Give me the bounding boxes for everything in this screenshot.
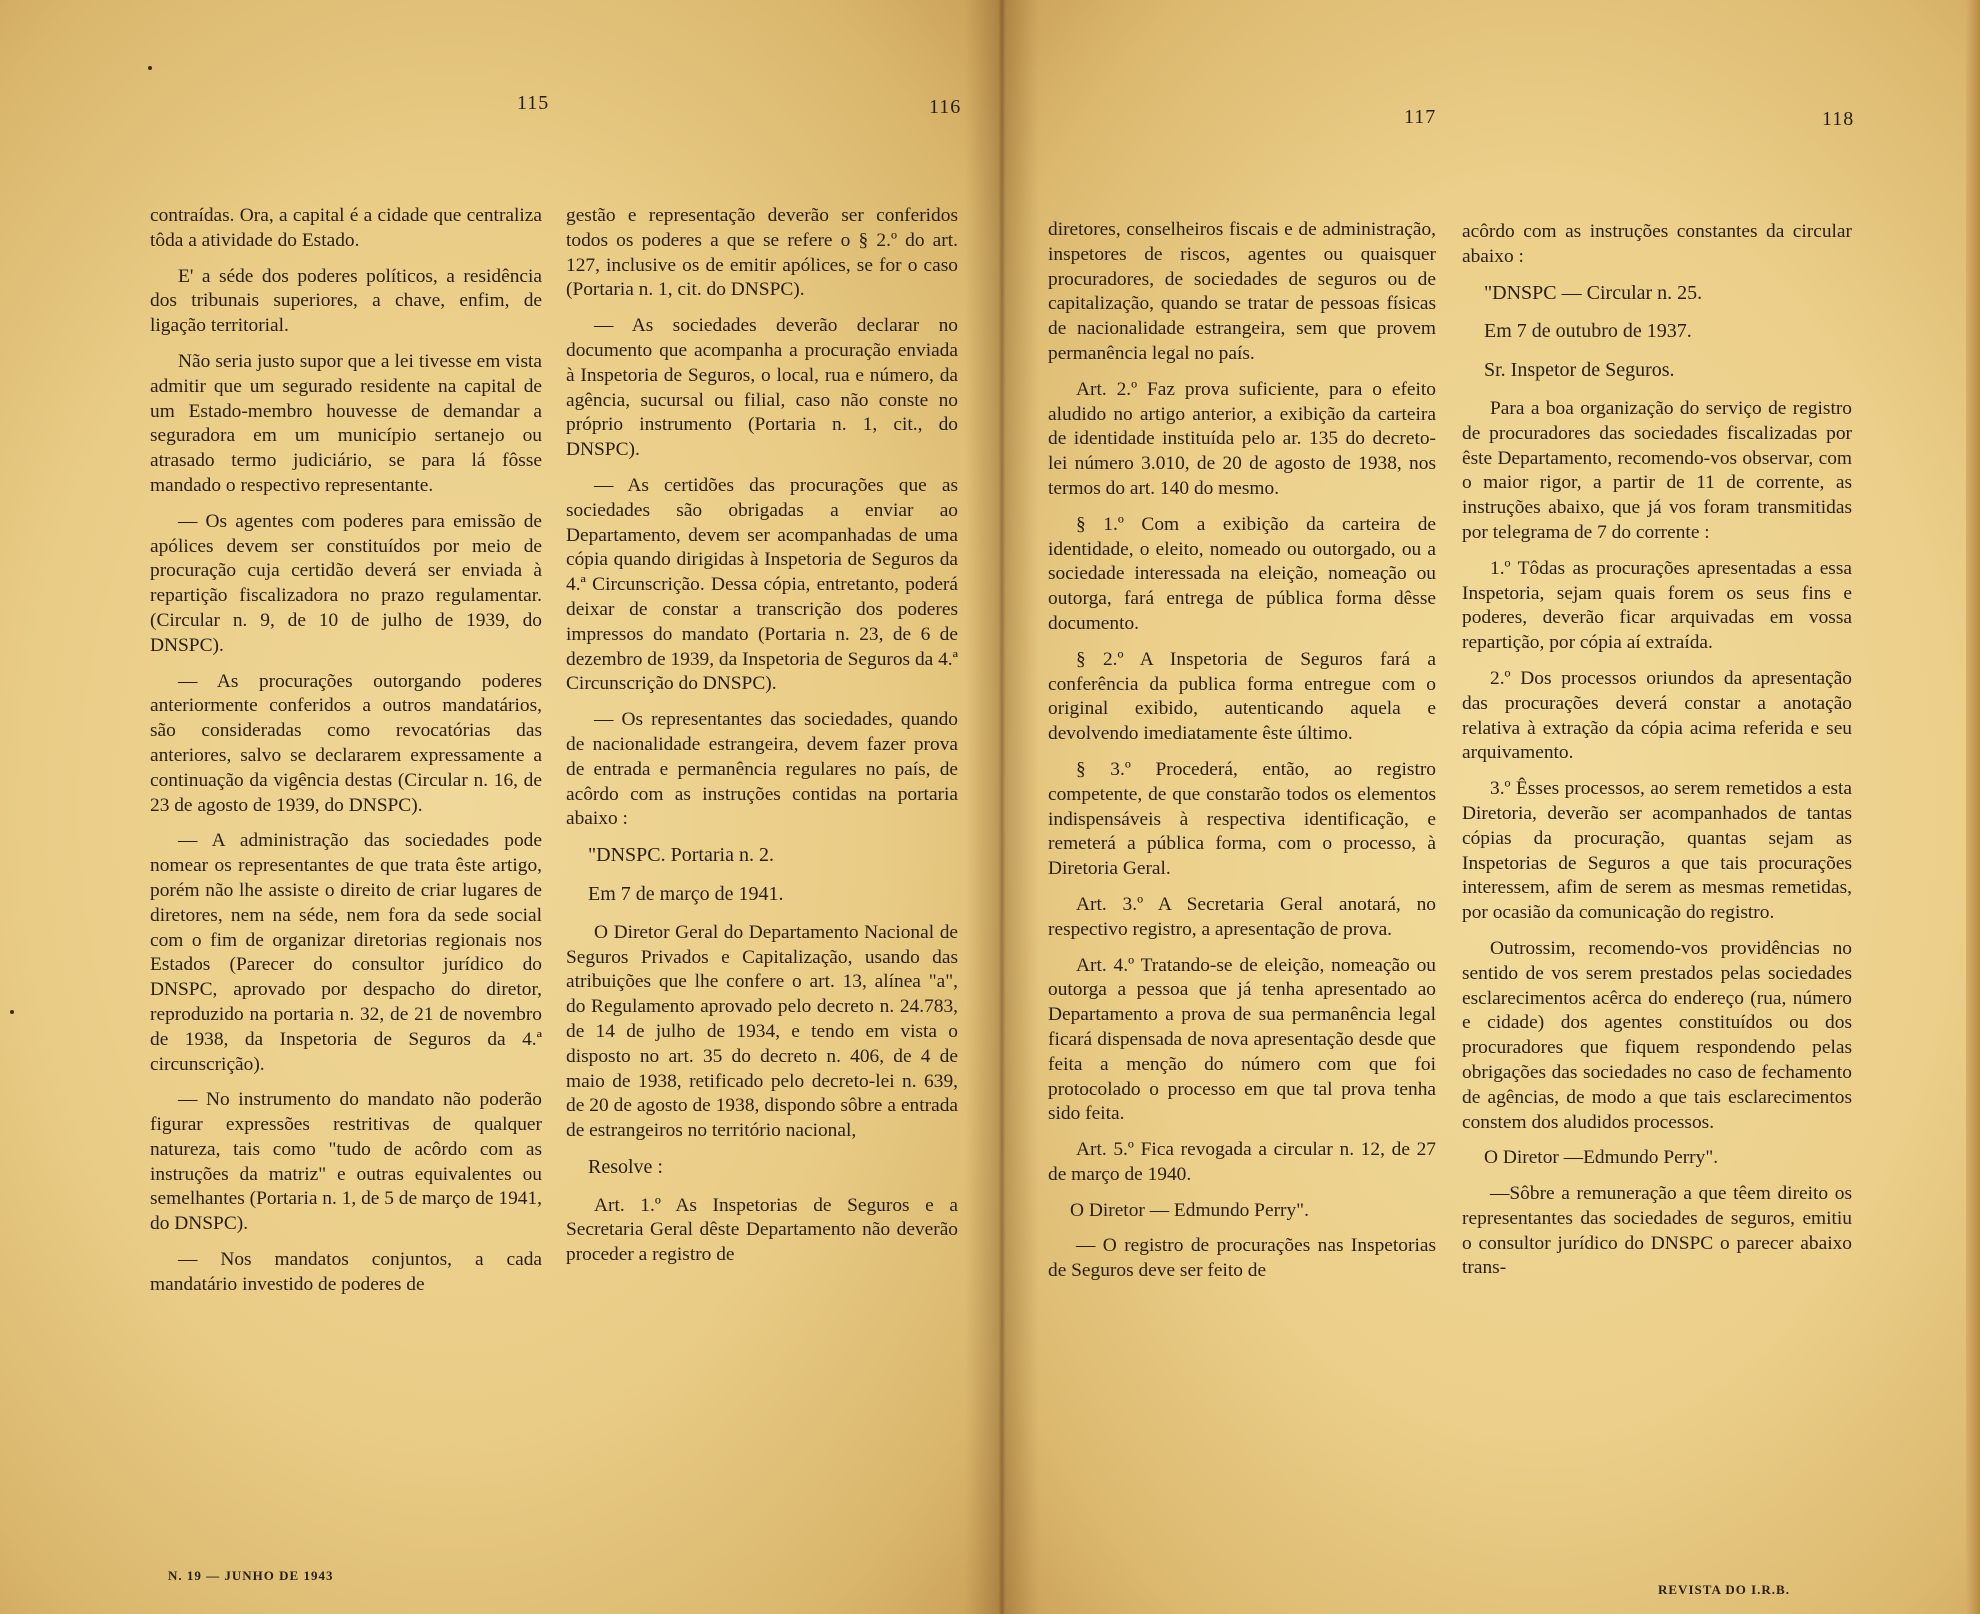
paragraph: diretores, conselheiros fiscais e de administração, inspetores de riscos, agentes ou quaisquer procuradores, de sociedades de seguros ou de capitalização, quando se tratar de pessoas físicas de nacionalidade estrangeira, sem que provem permanência legal no país. [1048,219,1436,364]
page-number-116: 116 [929,96,962,118]
paragraph: § 1.º Com a exibição da carteira de identidade, o eleito, nomeado ou outorgado, ou a sociedade interessada na eleição, nomeação ou outorga, fará entrega de pública forma dêsse documento. [1048,513,1436,634]
text-column-page-115 [150,204,542,1309]
paragraph: § 3.º Procederá, então, ao registro competente, de que constarão todos os elementos indispensáveis à respectiva identificação, e remeterá a pública forma, com o processo, à Diretoria Geral. [1048,758,1436,880]
paragraph: acôrdo com as instruções constantes da circular abaixo : [1462,221,1852,267]
text-column-page-116 [566,204,958,1279]
paragraph: 2.º Dos processos oriundos da apresentação das procurações deverá constar a anotação relativa à extração da cópia acima referida e seu arquivamento. [1462,667,1852,764]
paragraph: — A administração das sociedades pode nomear os representantes de que trata êste artigo, porém não lhe assiste o direito de criar lugares de diretores, nem na séde, nem fora da sede social com o fim de organizar diretorias regionais nos Estados (Parecer do consultor jurídico do DNSPC, aprovado por despacho do diretor, reproduzido na portaria n. 32, de 21 de novembro de 1938, da Inspetoria de Seguros da 4.ª circunscrição). [150,830,542,1075]
footer-issue: N. 19 — JUNHO DE 1943 [168,1568,334,1583]
text-column-page-118 [1462,220,1852,1292]
paragraph: — No instrumento do mandato não poderão figurar expressões restritivas de qualquer natureza, tais como "tudo de acôrdo com as instruções da matriz" e outras equivalentes ou semelhantes (Portaria n. 1, de 5 de março de 1941, do DNSPC). [150,1089,542,1235]
quote-heading: "DNSPC. Portaria n. 2. [588,844,774,867]
paragraph: E' a séde dos poderes políticos, a residência dos tribunais superiores, a chave, enfim, de ligação territorial. [150,265,542,337]
resolve-line: Resolve : [588,1155,663,1178]
paragraph: — As sociedades deverão declarar no documento que acompanha a procuração enviada à Inspetoria de Seguros, o local, rua e número, da agência, sucursal ou filial, caso não conste no próprio instrumento (Portaria n. 1, cit., do DNSPC). [566,315,958,461]
paragraph: — Os agentes com poderes para emissão de apólices devem ser constituídos por meio de procuração cuja certidão deverá ser enviada à repartição fiscalizadora no prazo regulamentar. (Circular n. 9, de 10 de julho de 1939, do DNSPC). [150,510,542,656]
paragraph: — Nos mandatos conjuntos, a cada mandatário investido de poderes de [150,1249,542,1295]
ink-speck [148,66,152,70]
page-edge [1966,0,1980,1614]
salutation: Sr. Inspetor de Seguros. [1484,359,1675,382]
footer-journal: REVISTA DO I.R.B. [1658,1582,1790,1597]
signature-line: O Diretor — Edmundo Perry". [1070,1199,1309,1221]
paragraph: Não seria justo supor que a lei tivesse em vista admitir que um segurado residente na capital de um Estado-membro houvesse de demandar a seguradora em um município sertanejo ou atrasado termo judiciário, se para lá fôsse mandado o respectivo representante. [150,350,542,496]
quote-date: Em 7 de março de 1941. [588,882,784,905]
paragraph: Art. 3.º A Secretaria Geral anotará, no respectivo registro, a apresentação de prova. [1048,893,1436,940]
paragraph: —Sôbre a remuneração a que têem direito os representantes das sociedades de seguros, emitiu o consultor jurídico do DNSPC o parecer abaixo trans- [1462,1183,1852,1279]
paragraph: Art. 1.º As Inspetorias de Seguros e a Secretaria Geral dêste Departamento não deverão proceder a registro de [566,1194,958,1266]
paragraph: contraídas. Ora, a capital é a cidade que centraliza tôda a atividade do Estado. [150,205,542,251]
quote-date: Em 7 de outubro de 1937. [1484,320,1692,343]
paragraph: § 2.º A Inspetoria de Seguros fará a conferência da publica forma entregue com o original exibido, autenticando aquela e devolvendo imediatamente êste último. [1048,648,1436,745]
page-number-115: 115 [517,92,550,114]
paragraph: — Os representantes das sociedades, quando de nacionalidade estrangeira, devem fazer prova de entrada e permanência regulares no país, de acôrdo com as instruções contidas na portaria abaixo : [566,709,958,830]
paragraph: 3.º Êsses processos, ao serem remetidos a esta Diretoria, deverão ser acompanhados de tantas cópias da procuração, quantas sejam as Inspetorias de Seguros a que tais procurações interessem, afim de serem as mesmas remetidas, por ocasião da comunicação do registro. [1462,778,1852,924]
paragraph: — As procurações outorgando poderes anteriormente conferidos a outros mandatários, são consideradas como revocatórias das anteriores, salvo se declararem expressamente a continuação da vigência destas (Circular n. 16, de 23 de agosto de 1939, do DNSPC). [150,670,542,816]
signature-line: O Diretor —Edmundo Perry". [1484,1147,1719,1169]
paragraph: Para a boa organização do serviço de registro de procuradores das sociedades fiscalizadas por êste Departamento, recomendo-vos observar, com o maior rigor, a partir de 11 de corrente, as instruções abaixo, que já vos foram transmitidas por telegrama de 7 do corrente : [1462,397,1852,543]
paragraph: — As certidões das procurações que as sociedades são obrigadas a enviar ao Departamento, devem ser acompanhadas de uma cópia quando dirigidas à Inspetoria de Seguros da 4.ª Circunscrição. Dessa cópia, entretanto, poderá deixar de constar a transcrição dos poderes impressos do mandato (Portaria n. 23, de 6 de dezembro de 1939, da Inspetoria de Seguros da 4.ª Circunscrição do DNSPC). [566,474,958,695]
ink-speck [10,1010,14,1014]
paragraph: Art. 4.º Tratando-se de eleição, nomeação ou outorga a pessoa que já tenha apresentado ao Departamento a prova de sua permanência legal ficará dispensada de nova apresentação desde que feita a menção do número com que foi protocolado o processo em que tal prova tenha sido feita. [1048,954,1436,1125]
quote-heading: "DNSPC — Circular n. 25. [1484,281,1703,304]
paragraph: Art. 2.º Faz prova suficiente, para o efeito aludido no artigo anterior, a exibição da carteira de identidade instituída pelo ar. 135 do decreto-lei número 3.010, de 20 de agosto de 1938, nos termos do art. 140 do mesmo. [1048,378,1436,499]
paragraph: Outrossim, recomendo-vos providências no sentido de vos serem prestados pelas sociedades esclarecimentos acêrca do endereço (rua, número e cidade) dos agentes constituídos ou dos procuradores que fiquem respondendo pelas obrigações das sociedades no caso de fechamento de agências, de modo a que tais esclarecimentos constem dos aludidos processos. [1462,937,1852,1133]
page-number-118: 118 [1822,108,1855,130]
paragraph: 1.º Tôdas as procurações apresentadas a essa Inspetoria, sejam quais forem os seus fins e poderes, deverão ficar arquivadas em vossa repartição, por cópia aí extraída. [1462,557,1852,654]
book-gutter [965,0,1039,1614]
paragraph: — O registro de procurações nas Inspetorias de Seguros deve ser feito de [1048,1235,1436,1282]
paragraph: O Diretor Geral do Departamento Nacional de Seguros Privados e Capitalização, usando das atribuições que lhe confere o art. 13, alínea "a", do Regulamento aprovado pelo decreto n. 24.783, de 14 de julho de 1934, e tendo em vista o disposto no art. 35 do decreto n. 406, de 4 de maio de 1938, retificado pelo decreto-lei n. 639, de 20 de agosto de 1938, dispondo sôbre a entrada de estrangeiros no território nacional, [566,921,958,1142]
text-column-page-117 [1048,218,1436,1295]
page-number-117: 117 [1404,106,1437,128]
paragraph: Art. 5.º Fica revogada a circular n. 12, de 27 de março de 1940. [1048,1139,1436,1185]
paragraph: gestão e representação deverão ser conferidos todos os poderes a que se refere o § 2.º do art. 127, inclusive os de emitir apólices, se for o caso (Portaria n. 1, cit. do DNSPC). [566,205,958,301]
